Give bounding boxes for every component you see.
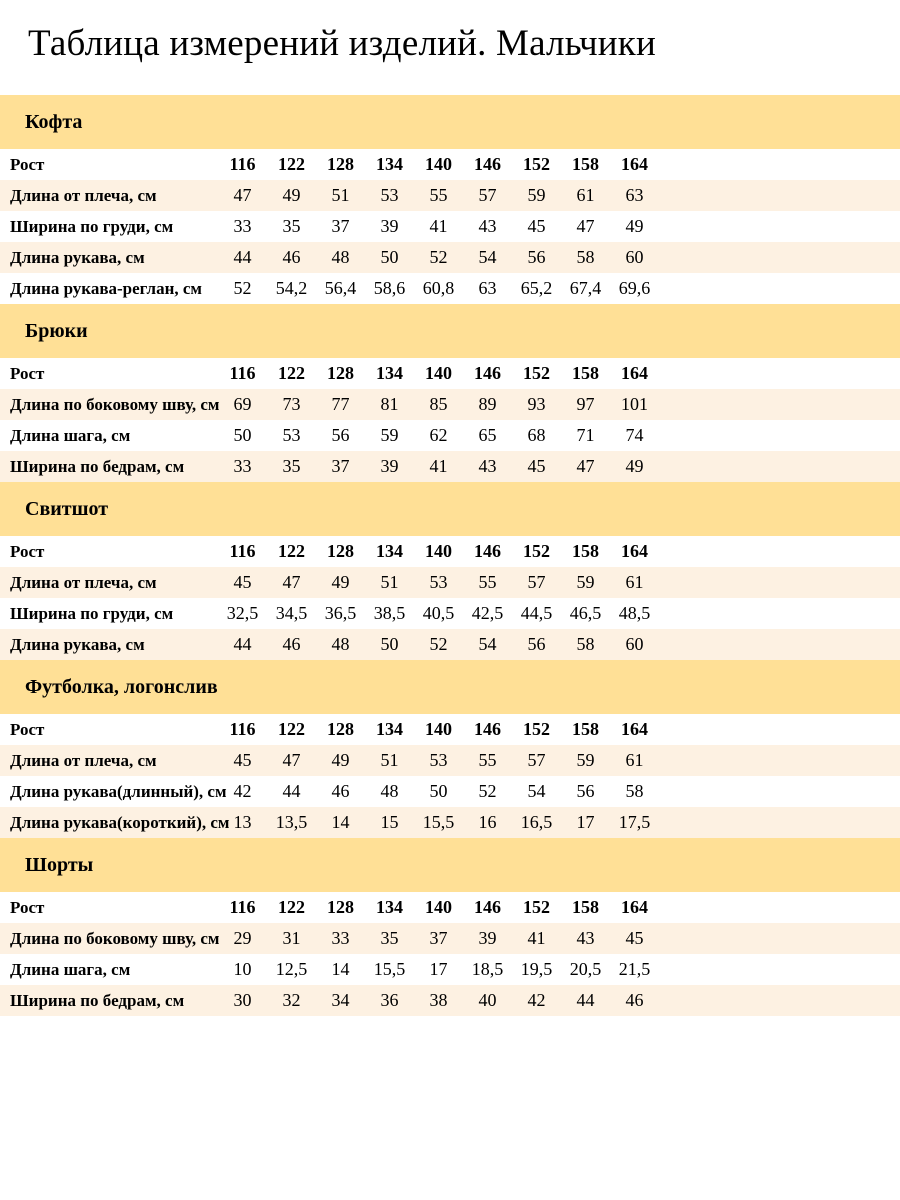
size-value: 146 bbox=[474, 154, 501, 174]
size-value: 146 bbox=[474, 897, 501, 917]
measurement-value: 48 bbox=[331, 247, 350, 267]
measurement-value: 68 bbox=[527, 425, 546, 445]
table-row bbox=[0, 273, 900, 304]
measurement-value: 13 bbox=[233, 812, 252, 832]
size-value: 146 bbox=[474, 363, 501, 383]
section-title: Футболка, логонслив bbox=[25, 675, 218, 698]
size-value: 134 bbox=[376, 719, 403, 739]
measurement-value: 62 bbox=[429, 425, 448, 445]
page-title: Таблица измерений изделий. Мальчики bbox=[28, 23, 656, 64]
row-label: Длина рукава, см bbox=[10, 247, 145, 267]
size-value: 140 bbox=[425, 541, 452, 561]
measurement-value: 52 bbox=[429, 247, 448, 267]
row-label: Длина от плеча, см bbox=[10, 750, 157, 770]
row-label: Длина шага, см bbox=[10, 425, 131, 445]
size-value: 146 bbox=[474, 541, 501, 561]
measurement-value: 34,5 bbox=[275, 603, 308, 623]
row-label: Длина рукава, см bbox=[10, 634, 145, 654]
row-label: Рост bbox=[10, 154, 45, 174]
measurement-value: 44,5 bbox=[520, 603, 553, 623]
measurement-value: 61 bbox=[625, 572, 644, 592]
size-value: 158 bbox=[572, 363, 599, 383]
measurement-value: 56 bbox=[527, 247, 546, 267]
measurement-value: 93 bbox=[527, 394, 546, 414]
size-value: 116 bbox=[229, 154, 256, 174]
measurement-value: 44 bbox=[233, 634, 252, 654]
size-value: 152 bbox=[523, 154, 550, 174]
section-header-band bbox=[0, 304, 900, 358]
measurement-value: 41 bbox=[527, 928, 546, 948]
measurement-value: 63 bbox=[625, 185, 644, 205]
size-value: 116 bbox=[229, 541, 256, 561]
table-row bbox=[0, 776, 900, 807]
row-label: Рост bbox=[10, 541, 45, 561]
measurement-value: 58 bbox=[576, 634, 595, 654]
size-value: 116 bbox=[229, 897, 256, 917]
measurement-value: 38,5 bbox=[373, 603, 406, 623]
size-value: 152 bbox=[523, 719, 550, 739]
measurement-value: 54 bbox=[478, 247, 497, 267]
table-row bbox=[0, 180, 900, 211]
product-section-4 bbox=[0, 660, 900, 838]
measurement-value: 36 bbox=[380, 990, 399, 1010]
measurement-value: 39 bbox=[380, 456, 399, 476]
measurement-value: 40 bbox=[478, 990, 497, 1010]
measurement-value: 40,5 bbox=[422, 603, 455, 623]
measurement-value: 37 bbox=[429, 928, 448, 948]
measurement-value: 16,5 bbox=[520, 812, 553, 832]
section-header-band bbox=[0, 95, 900, 149]
size-value: 134 bbox=[376, 541, 403, 561]
measurement-value: 13,5 bbox=[275, 812, 308, 832]
size-value: 128 bbox=[327, 154, 354, 174]
row-label: Ширина по груди, см bbox=[10, 603, 174, 623]
table-row-height-header bbox=[0, 536, 900, 567]
row-label: Длина шага, см bbox=[10, 959, 131, 979]
measurement-value: 60 bbox=[625, 247, 644, 267]
measurement-value: 46 bbox=[331, 781, 350, 801]
table-row bbox=[0, 211, 900, 242]
measurement-value: 49 bbox=[282, 185, 301, 205]
table-row-height-header bbox=[0, 714, 900, 745]
measurement-value: 57 bbox=[527, 572, 546, 592]
row-label: Ширина по груди, см bbox=[10, 216, 174, 236]
size-value: 128 bbox=[327, 719, 354, 739]
table-row bbox=[0, 567, 900, 598]
measurement-value: 50 bbox=[429, 781, 448, 801]
size-value: 152 bbox=[523, 363, 550, 383]
measurement-value: 51 bbox=[331, 185, 350, 205]
measurement-value: 32 bbox=[282, 990, 301, 1010]
measurement-value: 54,2 bbox=[275, 278, 308, 298]
measurement-value: 63 bbox=[478, 278, 497, 298]
measurement-value: 50 bbox=[233, 425, 252, 445]
table-row bbox=[0, 985, 900, 1016]
measurement-value: 56 bbox=[576, 781, 595, 801]
row-label: Рост bbox=[10, 363, 45, 383]
measurement-value: 45 bbox=[625, 928, 644, 948]
measurement-value: 38 bbox=[429, 990, 448, 1010]
measurement-value: 58,6 bbox=[373, 278, 406, 298]
measurement-value: 59 bbox=[527, 185, 546, 205]
size-value: 122 bbox=[278, 897, 305, 917]
measurement-value: 56,4 bbox=[324, 278, 357, 298]
measurement-value: 54 bbox=[478, 634, 497, 654]
measurement-value: 60 bbox=[625, 634, 644, 654]
measurement-value: 20,5 bbox=[569, 959, 602, 979]
row-label: Длина по боковому шву, см bbox=[10, 394, 220, 414]
measurement-value: 54 bbox=[527, 781, 546, 801]
measurement-value: 19,5 bbox=[520, 959, 553, 979]
measurement-value: 43 bbox=[478, 216, 497, 236]
section-title: Свитшот bbox=[25, 497, 109, 520]
measurement-value: 29 bbox=[233, 928, 252, 948]
measurement-value: 45 bbox=[233, 572, 252, 592]
size-value: 140 bbox=[425, 897, 452, 917]
measurement-value: 47 bbox=[576, 456, 595, 476]
measurement-value: 85 bbox=[429, 394, 448, 414]
measurement-value: 48 bbox=[331, 634, 350, 654]
size-value: 158 bbox=[572, 897, 599, 917]
table-row bbox=[0, 420, 900, 451]
measurement-value: 53 bbox=[429, 572, 448, 592]
measurement-value: 73 bbox=[282, 394, 301, 414]
measurement-value: 43 bbox=[478, 456, 497, 476]
size-value: 122 bbox=[278, 541, 305, 561]
row-label: Рост bbox=[10, 897, 45, 917]
measurement-value: 57 bbox=[478, 185, 497, 205]
measurement-value: 56 bbox=[331, 425, 350, 445]
measurement-value: 46 bbox=[282, 634, 301, 654]
measurement-value: 33 bbox=[233, 216, 252, 236]
measurement-sections bbox=[0, 95, 900, 1016]
measurement-value: 21,5 bbox=[618, 959, 651, 979]
measurement-value: 16 bbox=[478, 812, 497, 832]
measurement-value: 37 bbox=[331, 456, 350, 476]
measurement-value: 77 bbox=[331, 394, 350, 414]
measurement-value: 47 bbox=[282, 750, 301, 770]
measurement-value: 12,5 bbox=[275, 959, 308, 979]
measurement-value: 33 bbox=[233, 456, 252, 476]
measurement-value: 74 bbox=[625, 425, 644, 445]
measurement-value: 45 bbox=[527, 456, 546, 476]
measurement-value: 59 bbox=[576, 572, 595, 592]
section-title: Брюки bbox=[25, 319, 88, 342]
table-row bbox=[0, 807, 900, 838]
measurement-value: 33 bbox=[331, 928, 350, 948]
size-value: 164 bbox=[621, 541, 648, 561]
measurement-value: 69 bbox=[233, 394, 252, 414]
measurement-value: 51 bbox=[380, 572, 399, 592]
size-value: 122 bbox=[278, 363, 305, 383]
size-value: 140 bbox=[425, 363, 452, 383]
measurement-value: 49 bbox=[625, 456, 644, 476]
measurement-value: 17 bbox=[576, 812, 595, 832]
measurement-value: 35 bbox=[380, 928, 399, 948]
measurement-value: 39 bbox=[380, 216, 399, 236]
size-table bbox=[0, 358, 900, 482]
measurement-value: 60,8 bbox=[422, 278, 455, 298]
measurement-value: 55 bbox=[478, 750, 497, 770]
measurement-value: 59 bbox=[576, 750, 595, 770]
measurement-value: 50 bbox=[380, 247, 399, 267]
table-row bbox=[0, 923, 900, 954]
row-label: Ширина по бедрам, см bbox=[10, 990, 185, 1010]
measurement-value: 67,4 bbox=[569, 278, 602, 298]
measurement-value: 46,5 bbox=[569, 603, 602, 623]
size-value: 158 bbox=[572, 719, 599, 739]
measurement-value: 47 bbox=[233, 185, 252, 205]
table-row bbox=[0, 954, 900, 985]
size-value: 134 bbox=[376, 897, 403, 917]
row-label: Длина от плеча, см bbox=[10, 572, 157, 592]
measurement-value: 58 bbox=[576, 247, 595, 267]
table-row-height-header bbox=[0, 892, 900, 923]
table-row bbox=[0, 629, 900, 660]
measurement-value: 52 bbox=[233, 278, 252, 298]
measurement-value: 36,5 bbox=[324, 603, 357, 623]
measurement-value: 42 bbox=[527, 990, 546, 1010]
measurement-value: 61 bbox=[625, 750, 644, 770]
row-label: Длина по боковому шву, см bbox=[10, 928, 220, 948]
row-label: Рост bbox=[10, 719, 45, 739]
measurement-value: 30 bbox=[233, 990, 252, 1010]
measurement-value: 47 bbox=[282, 572, 301, 592]
measurement-value: 89 bbox=[478, 394, 497, 414]
measurement-value: 61 bbox=[576, 185, 595, 205]
size-value: 116 bbox=[229, 363, 256, 383]
measurement-value: 41 bbox=[429, 456, 448, 476]
measurement-value: 49 bbox=[331, 750, 350, 770]
product-section-2 bbox=[0, 304, 900, 482]
measurement-value: 49 bbox=[625, 216, 644, 236]
measurement-value: 52 bbox=[429, 634, 448, 654]
measurement-value: 51 bbox=[380, 750, 399, 770]
measurement-value: 58 bbox=[625, 781, 644, 801]
measurement-value: 41 bbox=[429, 216, 448, 236]
measurement-value: 101 bbox=[621, 394, 648, 414]
size-value: 152 bbox=[523, 541, 550, 561]
size-table bbox=[0, 892, 900, 1016]
size-value: 146 bbox=[474, 719, 501, 739]
size-value: 164 bbox=[621, 154, 648, 174]
measurement-value: 15 bbox=[380, 812, 399, 832]
measurement-value: 35 bbox=[282, 216, 301, 236]
measurement-value: 81 bbox=[380, 394, 399, 414]
product-section-5 bbox=[0, 838, 900, 1016]
section-header-band bbox=[0, 660, 900, 714]
measurement-value: 42 bbox=[233, 781, 252, 801]
measurement-value: 53 bbox=[429, 750, 448, 770]
size-value: 128 bbox=[327, 897, 354, 917]
measurement-value: 69,6 bbox=[618, 278, 651, 298]
size-value: 122 bbox=[278, 154, 305, 174]
measurement-value: 55 bbox=[429, 185, 448, 205]
measurement-value: 44 bbox=[576, 990, 595, 1010]
size-value: 128 bbox=[327, 363, 354, 383]
measurement-value: 43 bbox=[576, 928, 595, 948]
section-title: Кофта bbox=[25, 110, 83, 133]
row-label: Длина рукава-реглан, см bbox=[10, 278, 202, 298]
measurement-value: 14 bbox=[331, 959, 350, 979]
section-header-band bbox=[0, 482, 900, 536]
section-header-band bbox=[0, 838, 900, 892]
measurement-value: 49 bbox=[331, 572, 350, 592]
measurement-value: 31 bbox=[282, 928, 301, 948]
size-value: 152 bbox=[523, 897, 550, 917]
measurement-value: 46 bbox=[282, 247, 301, 267]
size-value: 158 bbox=[572, 541, 599, 561]
measurement-value: 44 bbox=[282, 781, 301, 801]
measurement-value: 15,5 bbox=[373, 959, 406, 979]
measurement-value: 35 bbox=[282, 456, 301, 476]
size-value: 134 bbox=[376, 154, 403, 174]
measurement-value: 15,5 bbox=[422, 812, 455, 832]
table-row bbox=[0, 242, 900, 273]
size-table bbox=[0, 149, 900, 304]
section-title: Шорты bbox=[25, 853, 94, 876]
measurement-value: 17,5 bbox=[618, 812, 651, 832]
measurement-value: 45 bbox=[233, 750, 252, 770]
measurement-value: 57 bbox=[527, 750, 546, 770]
size-value: 122 bbox=[278, 719, 305, 739]
measurement-value: 47 bbox=[576, 216, 595, 236]
measurement-value: 53 bbox=[380, 185, 399, 205]
row-label: Длина рукава(короткий), см bbox=[10, 812, 230, 832]
row-label: Ширина по бедрам, см bbox=[10, 456, 185, 476]
measurement-value: 48 bbox=[380, 781, 399, 801]
table-row bbox=[0, 745, 900, 776]
measurement-value: 56 bbox=[527, 634, 546, 654]
size-value: 164 bbox=[621, 897, 648, 917]
measurement-value: 55 bbox=[478, 572, 497, 592]
measurement-value: 48,5 bbox=[618, 603, 651, 623]
size-value: 140 bbox=[425, 719, 452, 739]
measurement-value: 17 bbox=[429, 959, 448, 979]
measurement-value: 44 bbox=[233, 247, 252, 267]
table-row bbox=[0, 451, 900, 482]
measurement-value: 65 bbox=[478, 425, 497, 445]
size-value: 134 bbox=[376, 363, 403, 383]
measurement-value: 37 bbox=[331, 216, 350, 236]
size-table bbox=[0, 536, 900, 660]
measurement-value: 39 bbox=[478, 928, 497, 948]
size-value: 164 bbox=[621, 363, 648, 383]
table-row bbox=[0, 389, 900, 420]
measurement-value: 18,5 bbox=[471, 959, 504, 979]
measurement-value: 97 bbox=[576, 394, 595, 414]
measurement-value: 10 bbox=[233, 959, 252, 979]
measurement-value: 46 bbox=[625, 990, 644, 1010]
size-value: 140 bbox=[425, 154, 452, 174]
size-value: 116 bbox=[229, 719, 256, 739]
measurement-value: 71 bbox=[576, 425, 595, 445]
size-value: 164 bbox=[621, 719, 648, 739]
measurement-value: 53 bbox=[282, 425, 301, 445]
row-label: Длина рукава(длинный), см bbox=[10, 781, 227, 801]
measurement-value: 34 bbox=[331, 990, 350, 1010]
measurement-value: 50 bbox=[380, 634, 399, 654]
size-value: 158 bbox=[572, 154, 599, 174]
measurement-value: 59 bbox=[380, 425, 399, 445]
product-section-3 bbox=[0, 482, 900, 660]
measurement-value: 45 bbox=[527, 216, 546, 236]
table-row bbox=[0, 598, 900, 629]
size-value: 128 bbox=[327, 541, 354, 561]
measurement-value: 65,2 bbox=[520, 278, 553, 298]
table-row-height-header bbox=[0, 358, 900, 389]
measurement-value: 14 bbox=[331, 812, 350, 832]
table-row-height-header bbox=[0, 149, 900, 180]
measurement-value: 42,5 bbox=[471, 603, 504, 623]
measurement-value: 32,5 bbox=[226, 603, 259, 623]
row-label: Длина от плеча, см bbox=[10, 185, 157, 205]
size-table bbox=[0, 714, 900, 838]
product-section-1 bbox=[0, 95, 900, 304]
measurement-value: 52 bbox=[478, 781, 497, 801]
